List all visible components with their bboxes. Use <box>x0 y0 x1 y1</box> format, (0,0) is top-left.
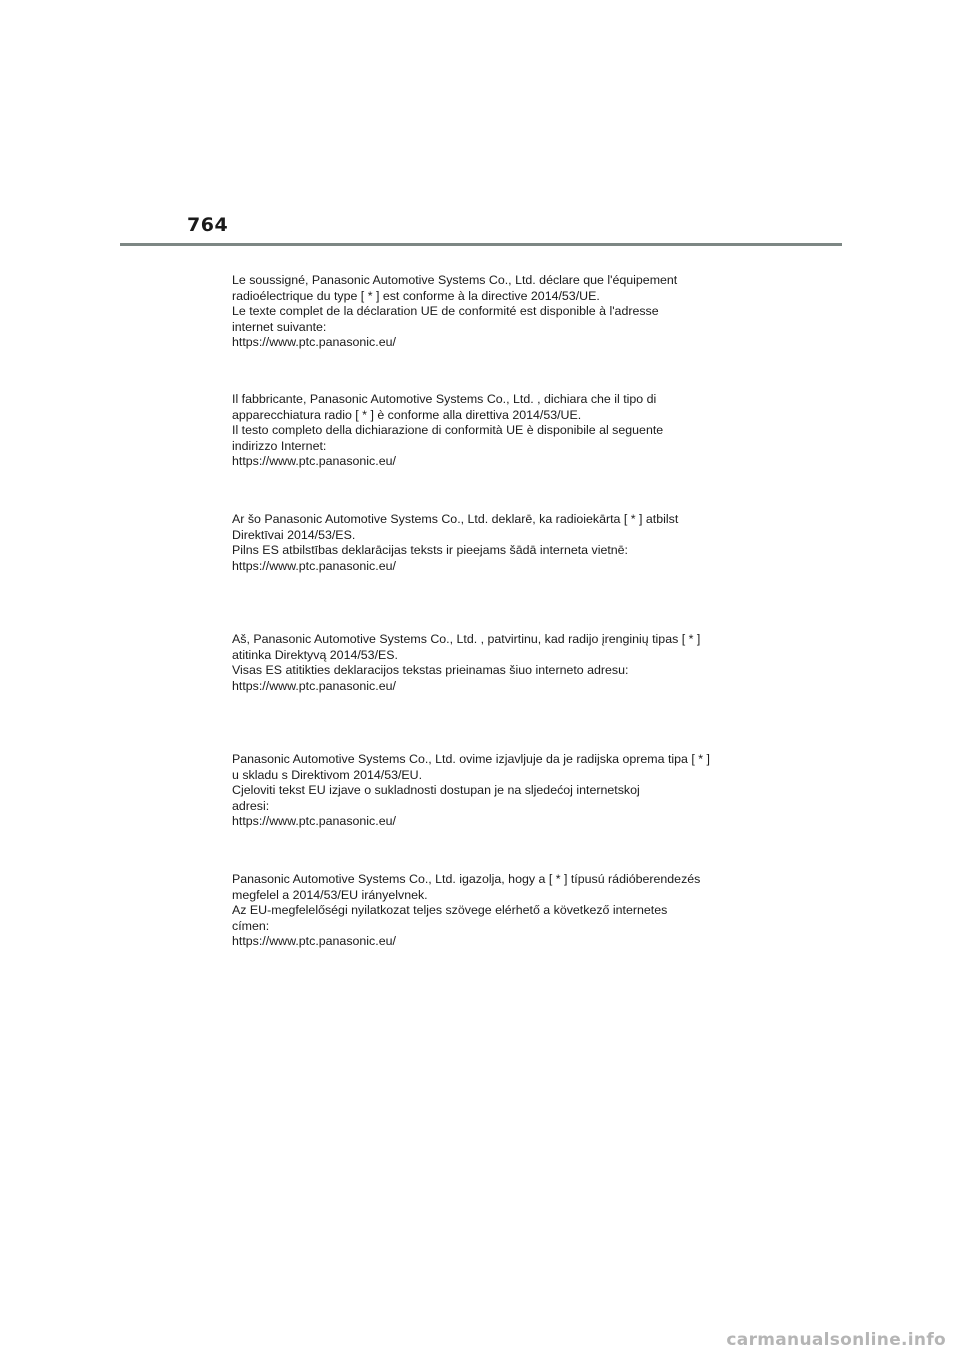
declaration-line: Aš, Panasonic Automotive Systems Co., Ltd. , patvirtinu, kad radijo įrenginių tipas [ * ] <box>232 632 701 646</box>
declaration-hungarian <box>232 872 752 950</box>
declaration-line: Il fabbricante, Panasonic Automotive Systems Co., Ltd. , dichiara che il tipo di <box>232 392 657 406</box>
declaration-french <box>232 273 752 351</box>
declaration-line: apparecchiatura radio [ * ] è conforme alla direttiva 2014/53/UE. <box>232 407 582 422</box>
declaration-line: Panasonic Automotive Systems Co., Ltd. igazolja, hogy a [ * ] típusú rádióberendezés <box>232 872 701 886</box>
declaration-line: Panasonic Automotive Systems Co., Ltd. ovime izjavljuje da je radijska oprema tipa [ * ] <box>232 752 710 766</box>
declaration-line: Le soussigné, Panasonic Automotive Systems Co., Ltd. déclare que l'équipement <box>232 273 678 287</box>
declaration-line: megfelel a 2014/53/EU irányelvnek. <box>232 887 428 902</box>
declaration-line: u skladu s Direktivom 2014/53/EU. <box>232 767 423 782</box>
declaration-line: atitinka Direktyvą 2014/53/ES. <box>232 647 398 662</box>
declaration-line: Cjeloviti tekst EU izjave o sukladnosti dostupan je na sljedećoj internetskoj <box>232 783 640 798</box>
declaration-line: Ar šo Panasonic Automotive Systems Co., Ltd. deklarē, ka radioiekārta [ * ] atbilst <box>232 512 679 526</box>
header-rule <box>120 243 842 246</box>
declaration-url: https://www.ptc.panasonic.eu/ <box>232 454 396 469</box>
declaration-url: https://www.ptc.panasonic.eu/ <box>232 678 396 693</box>
declaration-line: címen: <box>232 918 270 933</box>
declaration-line: Le texte complet de la déclaration UE de conformité est disponible à l'adresse <box>232 304 659 319</box>
page-number: 764 <box>187 214 229 236</box>
declaration-lithuanian <box>232 632 752 694</box>
declaration-url: https://www.ptc.panasonic.eu/ <box>232 814 396 829</box>
declaration-url: https://www.ptc.panasonic.eu/ <box>232 558 396 573</box>
declaration-url: https://www.ptc.panasonic.eu/ <box>232 934 396 949</box>
site-watermark: carmanualsonline.info <box>726 1330 946 1350</box>
declaration-line: indirizzo Internet: <box>232 438 327 453</box>
declaration-croatian <box>232 752 752 830</box>
declaration-url: https://www.ptc.panasonic.eu/ <box>232 335 396 350</box>
declaration-line: Direktīvai 2014/53/ES. <box>232 527 356 542</box>
declaration-latvian <box>232 512 752 574</box>
declaration-line: Il testo completo della dichiarazione di conformità UE è disponibile al seguente <box>232 423 664 438</box>
declaration-line: internet suivante: <box>232 319 327 334</box>
declaration-line: Pilns ES atbilstības deklarācijas teksts ir pieejams šādā interneta vietnē: <box>232 543 629 558</box>
declaration-line: Az EU-megfelelőségi nyilatkozat teljes szövege elérhető a következő internetes <box>232 903 668 918</box>
declaration-italian <box>232 392 752 470</box>
declaration-line: radioélectrique du type [ * ] est conforme à la directive 2014/53/UE. <box>232 288 600 303</box>
declaration-line: adresi: <box>232 798 270 813</box>
declaration-line: Visas ES atitikties deklaracijos tekstas prieinamas šiuo interneto adresu: <box>232 663 629 678</box>
